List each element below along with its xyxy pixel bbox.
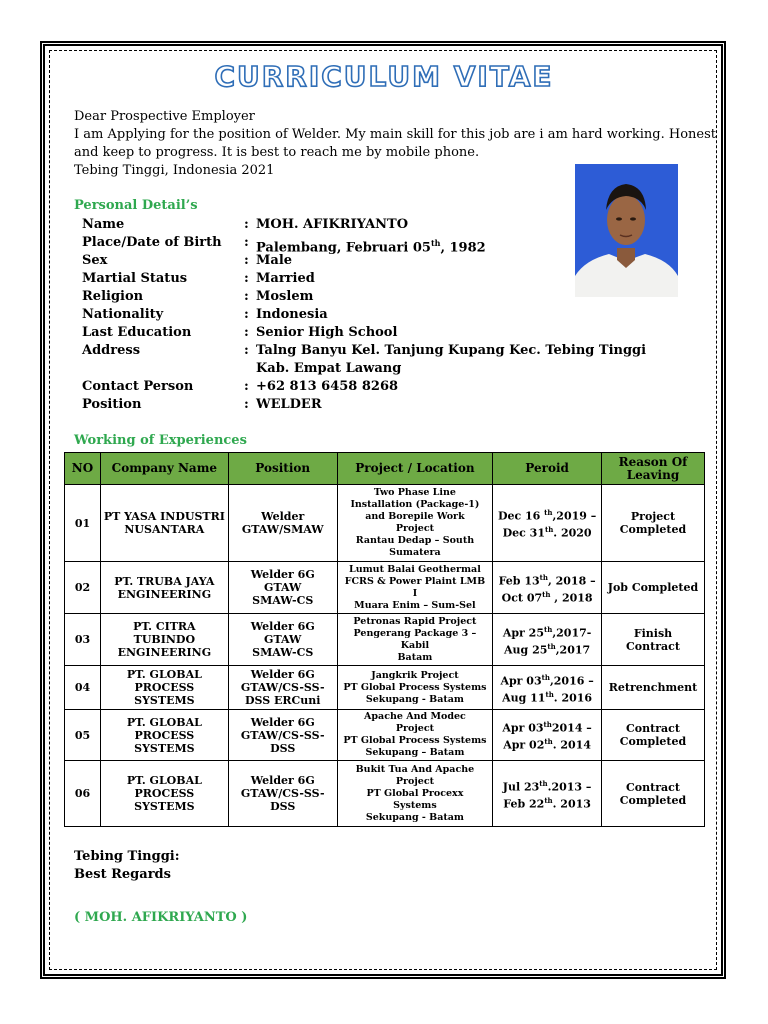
position-line: DSS ERCuni xyxy=(244,694,321,707)
company-line: PROCESS SYSTEMS xyxy=(134,787,195,813)
company-line: PT. GLOBAL xyxy=(126,668,202,681)
cell-reason xyxy=(601,666,704,710)
reason-line: Contract xyxy=(626,780,680,794)
cell-project xyxy=(337,614,493,666)
education-label: Last Education xyxy=(82,325,192,340)
contact-value: +62 813 6458 8268 xyxy=(256,379,399,394)
period-start-date: Apr 03 xyxy=(500,674,542,688)
period-start-date: Dec 16 xyxy=(497,510,545,523)
period-start-year: ,2019 – xyxy=(552,510,597,523)
project-line: PT Global Procexx xyxy=(366,787,464,799)
cell-company xyxy=(100,761,228,827)
position-line: SMAW-CS xyxy=(252,594,314,607)
header-reason xyxy=(601,453,704,485)
project-line: I xyxy=(412,587,418,599)
birth-label: Place/Date of Birth xyxy=(82,235,222,250)
reason-line: Project xyxy=(630,510,676,523)
colon: : xyxy=(244,217,249,232)
project-line: Petronas Rapid Project xyxy=(353,615,477,627)
cell-position xyxy=(228,761,337,827)
experience-table xyxy=(64,452,705,827)
period-end-year: . 2013 xyxy=(552,797,591,811)
project-line: Pengerang Package 3 – xyxy=(353,627,477,639)
period-end-year: ,2017 xyxy=(555,643,591,657)
cell-no: 03 xyxy=(65,614,101,666)
company-line: PROCESS SYSTEMS xyxy=(134,681,195,707)
cell-position xyxy=(228,614,337,666)
period-end-sup: th xyxy=(545,689,554,699)
cell-position xyxy=(228,562,337,614)
cell-no: 05 xyxy=(65,710,101,761)
period-start-sup: th xyxy=(539,572,548,582)
period-end xyxy=(495,640,599,657)
cell-no: 04 xyxy=(65,666,101,710)
marital-value: Married xyxy=(256,271,315,286)
company-line: PT. GLOBAL xyxy=(126,715,202,729)
period-start-sup: th xyxy=(541,672,550,682)
table-row xyxy=(65,614,705,666)
position-line: GTAW/CS-SS- xyxy=(240,728,325,742)
period-end-year: . 2016 xyxy=(553,691,593,705)
header-position: Position xyxy=(228,453,337,485)
position-line: Welder 6G xyxy=(250,568,315,581)
project-line: Project xyxy=(395,723,434,734)
position-line: GTAW/CS-SS- xyxy=(240,787,325,800)
period-start xyxy=(495,671,599,688)
birth-value-prefix: Palembang, Februari 05 xyxy=(256,240,431,256)
project-line: PT Global Process Systems xyxy=(343,735,487,746)
period-end-year: . 2014 xyxy=(552,738,591,752)
name-value: MOH. AFIKRIYANTO xyxy=(256,217,409,232)
period-start xyxy=(495,777,599,794)
experience-heading: Working of Experiences xyxy=(74,433,247,448)
position-line: DSS xyxy=(270,800,296,813)
nationality-value: Indonesia xyxy=(256,307,328,322)
company-line: PT. CITRA xyxy=(133,620,196,633)
header-no: NO xyxy=(65,453,101,485)
period-end xyxy=(495,523,599,540)
period-end-date: Aug 11 xyxy=(502,691,546,705)
cell-period xyxy=(493,666,602,710)
education-value: Senior High School xyxy=(256,325,398,340)
period-start-date: Feb 13 xyxy=(498,574,540,588)
intro-line-1: I am Applying for the position of Welder. My main skill for this job are i am hard working. Honest xyxy=(74,127,716,142)
company-line: NUSANTARA xyxy=(124,523,205,536)
period-end xyxy=(495,794,599,811)
period-end-sup: th xyxy=(544,525,554,534)
position-line: GTAW xyxy=(264,633,302,646)
position-line: Welder xyxy=(261,510,305,523)
reason-line: Contract xyxy=(626,722,680,735)
reason-line: Completed xyxy=(619,793,687,807)
colon: : xyxy=(244,307,249,322)
period-start xyxy=(495,506,599,523)
intro-line-2: and keep to progress. It is best to reach me by mobile phone. xyxy=(74,145,480,160)
colon: : xyxy=(244,379,249,394)
cell-period xyxy=(493,710,602,761)
project-line: Installation (Package-1) xyxy=(350,499,480,510)
salutation: Dear Prospective Employer xyxy=(74,109,255,124)
project-line: Systems xyxy=(393,799,437,811)
period-end-date: Dec 31 xyxy=(502,526,545,540)
position-label: Position xyxy=(82,397,142,412)
period-end-date: Oct 07 xyxy=(501,591,543,605)
reason-line: Completed xyxy=(619,523,687,536)
closing-place: Tebing Tinggi: xyxy=(74,849,180,864)
table-row xyxy=(65,710,705,761)
religion-label: Religion xyxy=(82,289,144,304)
cell-no: 01 xyxy=(65,485,101,562)
period-end-sup: th xyxy=(544,737,553,746)
period-start xyxy=(495,623,599,640)
project-line: and Borepile Work xyxy=(365,511,465,522)
cell-project xyxy=(337,666,493,710)
closing xyxy=(74,848,180,884)
header-project: Project / Location xyxy=(337,453,493,485)
reason-line: Contract xyxy=(626,639,680,653)
cell-position xyxy=(228,710,337,761)
cell-company xyxy=(100,614,228,666)
company-line: PT. TRUBA JAYA xyxy=(114,574,215,588)
period-start-year: ,2016 – xyxy=(549,674,594,688)
page-title: CURRICULUM VITAE xyxy=(214,60,554,93)
period-start-date: Apr 25 xyxy=(502,626,544,640)
period-end-date: Aug 25 xyxy=(504,643,548,657)
period-end xyxy=(495,688,599,705)
header-reason-line-2: Leaving xyxy=(626,467,680,482)
colon: : xyxy=(244,325,249,340)
cell-project xyxy=(337,761,493,827)
cell-company xyxy=(100,485,228,562)
project-line: Project xyxy=(395,523,434,534)
project-line: PT Global Process Systems xyxy=(343,681,487,693)
colon: : xyxy=(244,271,249,286)
project-line: Muara Enim – Sum-Sel xyxy=(354,599,476,611)
period-start xyxy=(495,571,599,588)
profile-photo xyxy=(575,164,678,297)
period-end-sup: th xyxy=(547,641,556,651)
project-line: Kabil xyxy=(400,639,430,651)
table-row xyxy=(65,485,705,562)
cell-period xyxy=(493,761,602,827)
company-line: PT. GLOBAL xyxy=(126,774,202,787)
marital-label: Martial Status xyxy=(82,271,188,286)
position-line: SMAW-CS xyxy=(252,646,314,659)
birth-value-suffix: , 1982 xyxy=(440,240,486,256)
position-line: Welder 6G xyxy=(250,715,315,729)
header-reason-line-1: Reason Of xyxy=(618,454,688,469)
person-photo-icon xyxy=(575,164,678,297)
colon: : xyxy=(244,253,249,268)
position-line: GTAW/SMAW xyxy=(241,523,324,536)
header-period: Peroid xyxy=(493,453,602,485)
table-row xyxy=(65,562,705,614)
cell-position xyxy=(228,485,337,562)
cell-company xyxy=(100,562,228,614)
table-header-row xyxy=(65,453,705,485)
contact-label: Contact Person xyxy=(82,379,194,394)
cell-reason xyxy=(601,562,704,614)
period-start-year: , 2018 – xyxy=(547,574,596,588)
cell-reason xyxy=(601,485,704,562)
cell-company xyxy=(100,666,228,710)
cell-project xyxy=(337,710,493,761)
period-start-sup: th xyxy=(544,508,553,518)
colon: : xyxy=(244,235,249,250)
project-line: Jangkrik Project xyxy=(371,669,459,681)
cell-no: 06 xyxy=(65,761,101,827)
cell-position xyxy=(228,666,337,710)
company-line: PT YASA INDUSTRI xyxy=(103,510,225,523)
cell-period xyxy=(493,614,602,666)
period-start-date: Jul 23 xyxy=(502,780,540,794)
period-end xyxy=(495,735,599,752)
cell-project xyxy=(337,485,493,562)
place-date: Tebing Tinggi, Indonesia 2021 xyxy=(74,163,275,178)
period-end-date: Apr 02 xyxy=(503,738,545,752)
period-start-year: ,2017- xyxy=(552,626,592,640)
project-line: Sekupang - Batam xyxy=(365,811,464,823)
company-line: TUBINDO xyxy=(133,633,196,646)
reason-line: Finish xyxy=(633,626,673,640)
reason-line: Job Completed xyxy=(607,581,699,594)
period-end xyxy=(495,588,599,605)
personal-details-heading: Personal Detail’s xyxy=(74,198,198,213)
colon: : xyxy=(244,397,249,412)
reason-line: Retrenchment xyxy=(608,681,698,694)
closing-regards: Best Regards xyxy=(74,867,171,882)
nationality-label: Nationality xyxy=(82,307,164,322)
period-start-sup: th xyxy=(544,624,553,634)
sex-label: Sex xyxy=(82,253,108,268)
period-end-year: . 2020 xyxy=(553,526,592,540)
project-line: Apache And Modec xyxy=(364,711,466,722)
project-line: Sumatera xyxy=(389,547,441,558)
position-line: Welder 6G xyxy=(250,668,315,681)
cell-period xyxy=(493,562,602,614)
company-line: ENGINEERING xyxy=(117,587,212,601)
cell-period xyxy=(493,485,602,562)
position-line: DSS xyxy=(270,741,296,755)
position-line: Welder 6G xyxy=(250,620,315,633)
period-end-date: Feb 22 xyxy=(503,797,545,811)
project-line: Batam xyxy=(397,651,433,663)
cell-project xyxy=(337,562,493,614)
period-start-date: Apr 03 xyxy=(502,722,544,735)
period-start-sup: th xyxy=(539,778,548,788)
project-line: Rantau Dedap – South xyxy=(355,535,475,546)
table-row xyxy=(65,761,705,827)
project-line: Project xyxy=(395,775,434,787)
period-end-year: , 2018 xyxy=(550,591,593,605)
period-start-year: 2014 – xyxy=(551,722,592,735)
position-line: GTAW xyxy=(264,581,302,594)
reason-line: Completed xyxy=(619,735,687,748)
position-line: GTAW/CS-SS- xyxy=(240,681,325,694)
colon: : xyxy=(244,343,249,358)
table-row xyxy=(65,666,705,710)
birth-value-sup: th xyxy=(430,238,441,248)
address-line-2: Kab. Empat Lawang xyxy=(256,361,402,376)
cell-company xyxy=(100,710,228,761)
header-company: Company Name xyxy=(100,453,228,485)
project-line: Sekupang - Batam xyxy=(365,693,464,705)
cell-reason xyxy=(601,614,704,666)
project-line: Bukit Tua And Apache xyxy=(355,763,475,775)
period-start-sup: th xyxy=(543,720,552,730)
cell-no: 02 xyxy=(65,562,101,614)
period-end-sup: th xyxy=(542,589,551,599)
project-line: Sekupang – Batam xyxy=(365,747,465,758)
address-line-1: Talng Banyu Kel. Tanjung Kupang Kec. Tebing Tinggi xyxy=(256,343,647,358)
period-end-sup: th xyxy=(544,795,553,805)
cell-reason xyxy=(601,710,704,761)
company-line: PROCESS SYSTEMS xyxy=(134,728,195,755)
project-line: Lumut Balai Geothermal xyxy=(349,563,481,575)
signature: ( MOH. AFIKRIYANTO ) xyxy=(74,910,248,925)
period-start xyxy=(495,718,599,735)
period-start-year: .2013 – xyxy=(547,780,592,794)
religion-value: Moslem xyxy=(256,289,314,304)
company-line: ENGINEERING xyxy=(117,646,212,659)
name-label: Name xyxy=(82,217,125,232)
cell-reason xyxy=(601,761,704,827)
project-line: Two Phase Line xyxy=(373,487,456,498)
colon: : xyxy=(244,289,249,304)
address-label: Address xyxy=(82,343,141,358)
position-value: WELDER xyxy=(256,397,322,412)
sex-value: Male xyxy=(256,253,293,268)
project-line: FCRS & Power Plaint LMB xyxy=(344,575,486,587)
position-line: Welder 6G xyxy=(250,774,315,787)
